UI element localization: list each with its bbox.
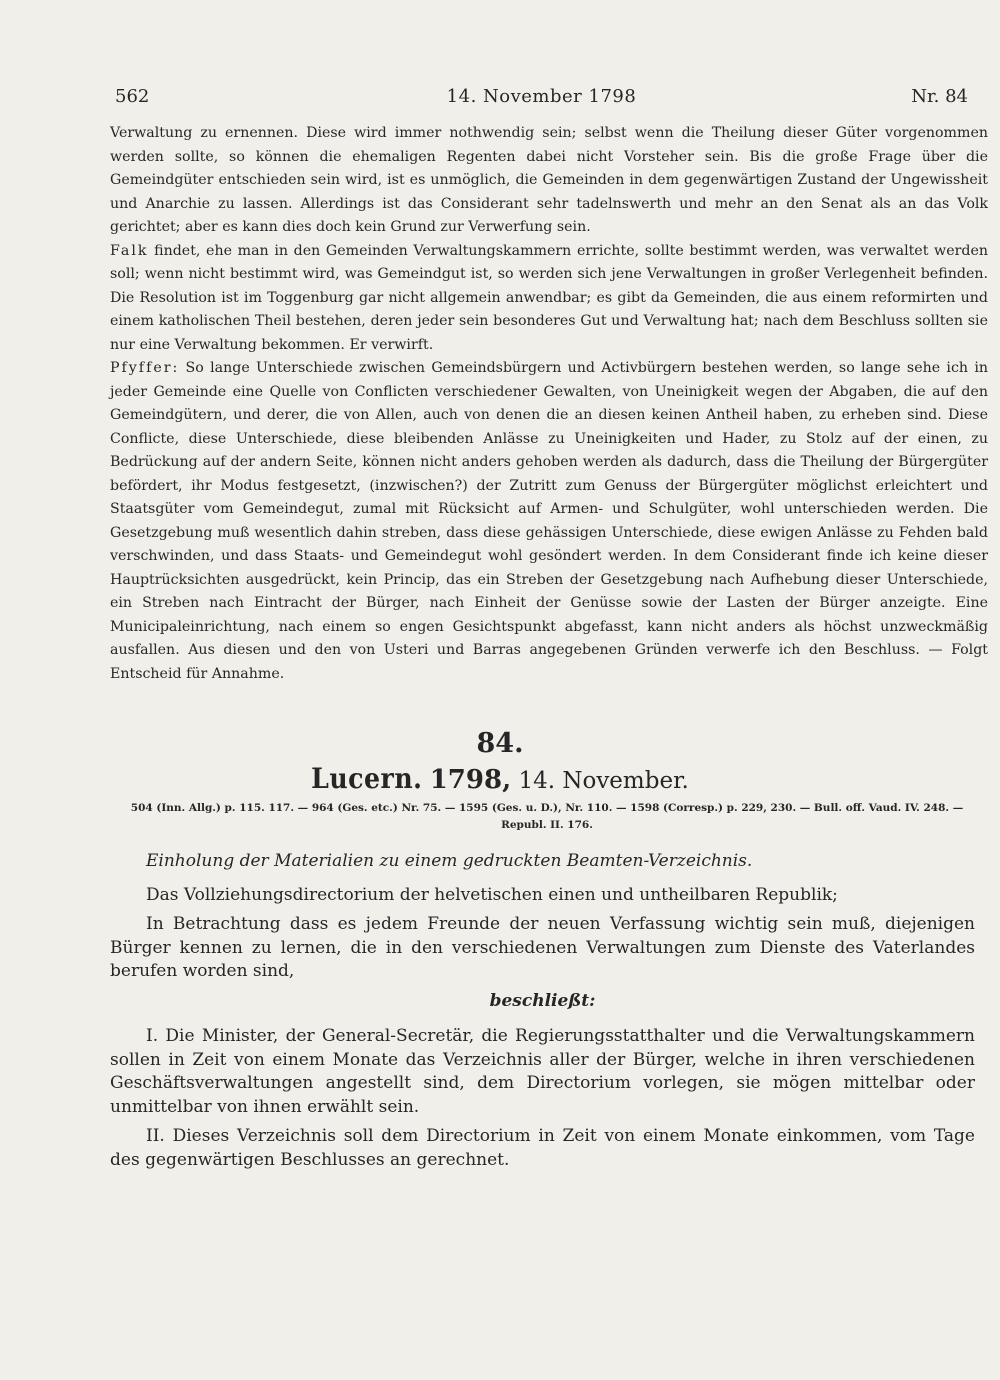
document-heading <box>0 762 1000 795</box>
paragraph: Verwaltung zu ernennen. Diese wird immer nothwendig sein; selbst wenn die Theilung dieser Güter vorgenommen werden sollte, so können die ehemaligen Regenten dabei nicht Vorsteher sein. Bis die große Frage über die Gemeindgüter entschieden sein wird, ist es unmöglich, die Gemeinden in dem gegenwärtigen Zustand der Ungewissheit und Anarchie zu lassen. Allerdings ist das Considerant sehr tadelnswerth und mehr an den Senat als an das Volk gerichtet; aber es kann dies doch kein Grund zur Verwerfung sein. <box>110 125 988 235</box>
decree-formula: beschließt: <box>489 990 596 1011</box>
article-2: II. Dieses Verzeichnis soll dem Directorium in Zeit von einem Monate einkommen, vom Tage des gegenwärtigen Beschlusses an gerechnet. <box>110 1126 975 1170</box>
document-year: 1798, <box>429 765 512 795</box>
page-header <box>115 86 968 112</box>
speech-text: findet, ehe man in den Gemeinden Verwaltungskammern errichte, sollte bestimmt werden, was verwaltet werden soll; wenn nicht bestimmt wird, was Gemeindgut ist, so werden sich jene Verwaltungen in großer Verlegenheit befinden. Die Resolution ist im Toggenburg gar nicht allgemein anwendbar; es gibt da Gemeinden, die aus einem reformirten und einem katholischen Theil bestehen, deren jeder sein besonderes Gut und Verwaltung hat; nach dem Beschluss sollten sie nur eine Verwaltung bekommen. Er verwirft. <box>110 242 988 353</box>
speaker-name: Falk <box>110 242 149 259</box>
issuer: Das Vollziehungsdirectorium der helvetischen einen und untheilbaren Republik; <box>146 884 838 905</box>
speech-text: So lange Unterschiede zwischen Gemeindsbürgern und Activbürgern bestehen werden, so lange sehe ich in jeder Gemeinde eine Quelle von Conflicten verschiedener Gewalten, von Uneinigkeit wegen der Abgaben, die auf den Gemeindgütern, und derer, die von Allen, auch von denen die an diesen keinen Antheil haben, zu erheben sind. Diese Conflicte, diese Unterschiede, diese bleibenden Anlässe zu Uneinigkeiten und Hader, zu Stolz auf der einen, zu Bedrückung auf der andern Seite, können nicht anders gehoben werden als dadurch, dass die Theilung der Bürgergüter befördert, ihr Modus festgesetzt, (inzwischen?) der Zutritt zum Genuss der Bürgergüter möglichst erleichtert und Staatsgüter vom Gemeindegut, zumal mit Rücksicht auf Armen- und Schulgüter, wohl unterschieden werden. Die Gesetzgebung muß wesentlich dahin streben, dass diese gehässigen Unterschiede, diese ewigen Anlässe zu Fehden bald verschwinden, und dass Staats- und Gemeindegut wohl gesöndert werden. In dem Considerant finde ich keine dieser Hauptrücksichten ausgedrückt, kein Princip, das ein Streben der Gesetzgebung nach Aufhebung dieser Unterschiede, ein Streben nach Eintracht der Bürger, nach Einheit der Genüsse sowie der Lasten der Bürger anzeigte. Eine Municipaleinrichtung, nach einem so engen Gesichtspunkt abgefasst, kann nicht anders als höchst unzweckmäßig ausfallen. Aus diesen und den von Usteri und Barras angegebenen Gründen verwerfe ich den Beschluss. — Folgt Entscheid für Annahme. <box>110 360 988 682</box>
page-number: 562 <box>115 86 150 107</box>
header-doc-number: Nr. 84 <box>911 86 968 107</box>
decree-text <box>110 850 975 1178</box>
article-1: I. Die Minister, der General-Secretär, die Regierungsstatthalter und die Verwaltungskammern sollen in Zeit von einem Monate das Verzeichnis aller der Bürger, welche in ihren verschiedenen Geschäftsverwaltungen angestellt sind, dem Directorium vorlegen, sie mögen mittelbar oder unmittelbar von ihnen erwählt sein. <box>110 1026 975 1117</box>
preamble: In Betrachtung dass es jedem Freunde der neuen Verfassung wichtig sein muß, diejenigen Bürger kennen zu lernen, die in den verschiedenen Verwaltungen zum Dienste des Vaterlandes berufen worden sind, <box>110 914 975 981</box>
document-number: 84. <box>476 728 524 759</box>
paragraph <box>110 357 988 686</box>
archive-references: 504 (Inn. Allg.) p. 115. 117. — 964 (Ges. etc.) Nr. 75. — 1595 (Ges. u. D.), Nr. 110. — 1598 (Corresp.) p. 229, 230. — Bull. off. Vaud. IV. 248. — Republ. II. 176. <box>130 802 964 831</box>
document-place: Lucern. <box>311 762 423 795</box>
document-subject: Einholung der Materialien zu einem gedruckten Beamten-Verzeichnis. <box>146 851 753 871</box>
speaker-name: Pfyffer: <box>110 360 180 376</box>
header-date: 14. November 1798 <box>446 86 637 107</box>
document-date: 14. November. <box>518 768 689 794</box>
paragraph <box>110 240 988 358</box>
debate-text <box>110 122 988 686</box>
